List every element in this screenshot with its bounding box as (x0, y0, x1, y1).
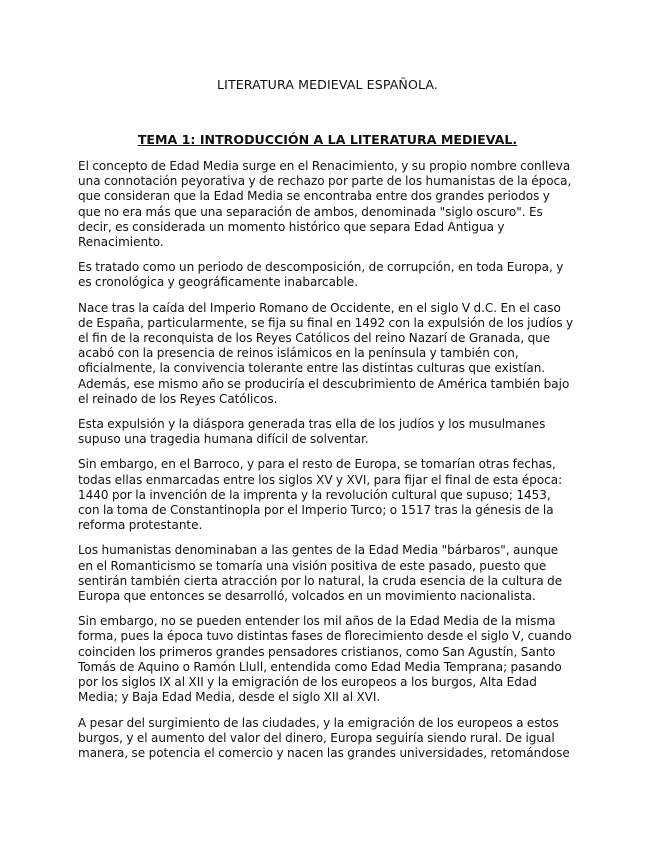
paragraph: Los humanistas denominaban a las gentes de la Edad Media "bárbaros", aunque en el Romanticismo se tomaría una visión positiva de este pasado, puesto que sentirán también cierta atracción por lo natural, la cruda esencia de la cultura de Europa que entonces se desarrolló, volcados en un movimiento nacionalista. (78, 543, 563, 604)
paragraph: A pesar del surgimiento de las ciudades, y la emigración de los europeos a estos burgos, y el aumento del valor del dinero, Europa seguiría siendo rural. De igual manera, se potencia el comercio y nacen las grandes universidades, retomándose (78, 715, 570, 760)
paragraph: Sin embargo, en el Barroco, y para el resto de Europa, se tomarían otras fechas, todas ellas enmarcadas entre los siglos XV y XVI, para fijar el final de esta época: 1440 por la invención de la imprenta y la revolución cultural que supuso; 1453, con la toma de Constantinopla por el Imperio Turco; o 1517 tras la génesis de la reforma protestante. (78, 457, 563, 533)
document-title: LITERATURA MEDIEVAL ESPAÑOLA. (217, 77, 438, 92)
paragraph: El concepto de Edad Media surge en el Renacimiento, y su propio nombre conlleva una connotación peyorativa y de rechazo por parte de los humanistas de la época, que consideran que la Edad Media se encontraba entre dos grandes periodos y que no era más que una separación de ambos, denominada "siglo oscuro". Es decir, es considerada un momento histórico que separa Edad Antigua y Renacimiento. (78, 159, 572, 250)
paragraph: Sin embargo, no se pueden entender los mil años de la Edad Media de la misma forma, pues la época tuvo distintas fases de florecimiento desde el siglo V, cuando coinciden los primeros grandes pensadores cristianos, como San Agustín, Santo Tomás de Aquino o Ramón Llull, entendida como Edad Media Temprana; pasando por los siglos IX al XII y la emigración de los europeos a los burgos, Alta Edad Media; y Baja Edad Media, desde el siglo XII al XVI. (78, 614, 572, 705)
paragraph: Esta expulsión y la diáspora generada tras ella de los judíos y los musulmanes supuso una tragedia humana difícil de solventar. (78, 417, 546, 447)
chapter-heading: TEMA 1: INTRODUCCIÓN A LA LITERATURA MEDIEVAL. (137, 132, 518, 147)
body-text (78, 159, 575, 771)
paragraph: Es tratado como un periodo de descomposición, de corrupción, en toda Europa, y es cronológica y geográficamente inabarcable. (78, 260, 564, 290)
paragraph: Nace tras la caída del Imperio Romano de Occidente, en el siglo V d.C. En el caso de España, particularmente, se fija su final en 1492 con la expulsión de los judíos y el fin de la reconquista de los Reyes Católicos del reino Nazarí de Granada, que acabó con la presencia de reinos islámicos en la península y también con, oficialmente, la convivencia tolerante entre las distintas culturas que existían. Además, ese mismo año se produciría el descubrimiento de América también bajo el reinado de los Reyes Católicos. (78, 300, 574, 406)
